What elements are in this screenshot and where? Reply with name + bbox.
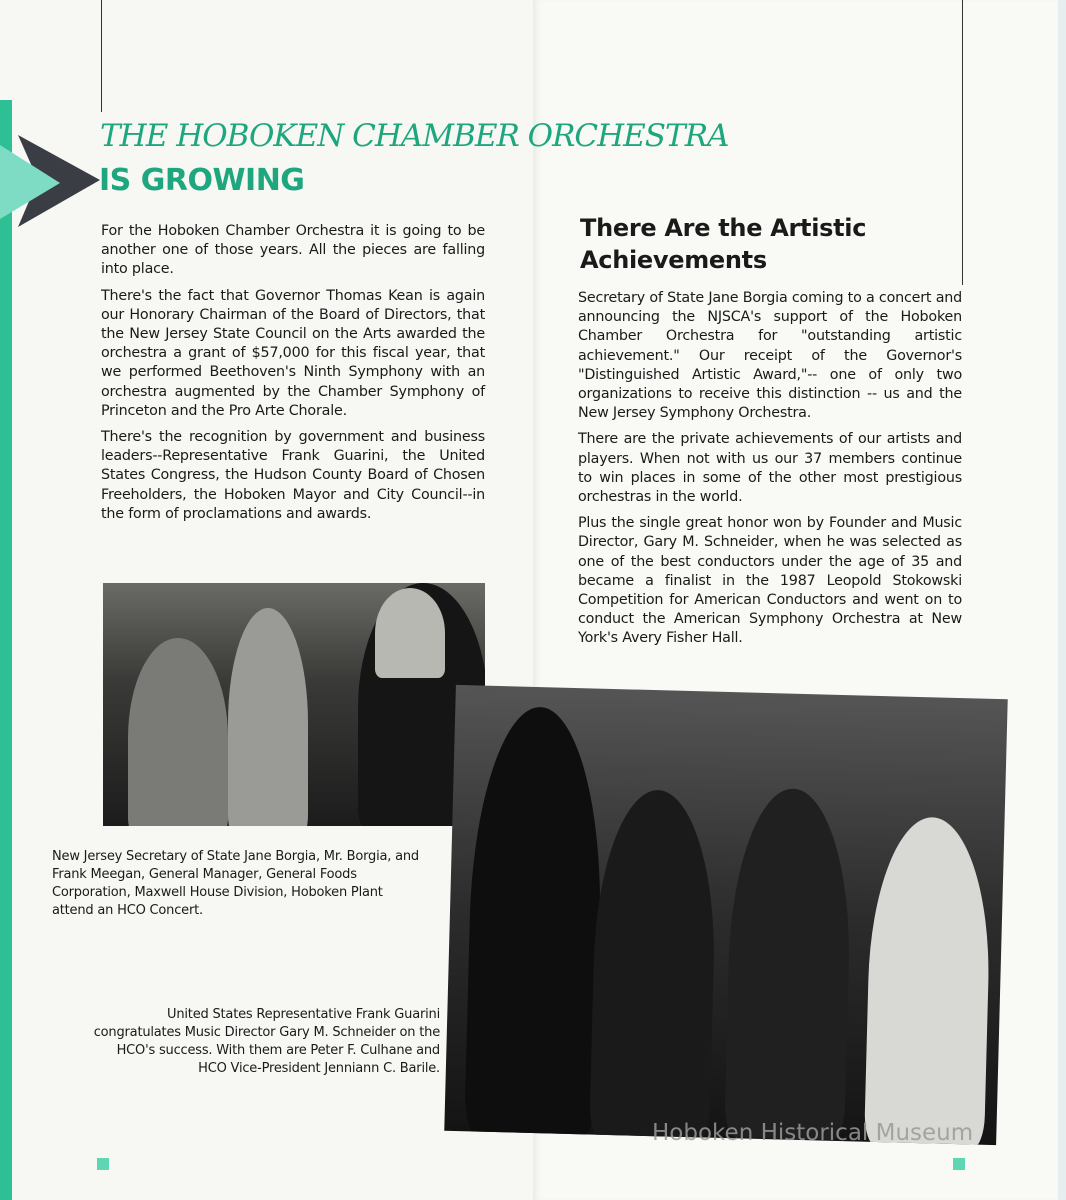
watermark: Hoboken Historical Museum <box>652 1120 974 1146</box>
teal-edge-strip <box>0 100 12 1200</box>
photo-figure <box>724 787 853 1140</box>
photo-figure <box>864 816 993 1145</box>
vertical-rule <box>101 0 102 112</box>
right-column-text <box>578 289 962 656</box>
photo-face <box>375 588 445 678</box>
title-line-2: IS GROWING <box>99 163 305 198</box>
left-column-text <box>101 222 485 531</box>
photo-figure <box>128 638 228 826</box>
photo-caption-1: New Jersey Secretary of State Jane Borgia, Mr. Borgia, and Frank Meegan, General Manager, General Foods Corporation, Maxwell House Division, Hoboken Plant attend an HCO Concert. <box>52 849 419 918</box>
corner-square <box>953 1158 965 1170</box>
arrow-chevron-icon <box>0 135 100 235</box>
title-line-1: THE HOBOKEN CHAMBER ORCHESTRA <box>100 118 729 154</box>
photo-caption-2: United States Representative Frank Guarini congratulates Music Director Gary M. Schneider on the HCO's success. With them are Peter F. Culhane and HCO Vice-President Jenniann C. Barile. <box>93 1007 440 1076</box>
paragraph: There are the private achievements of our artists and players. When not with us our 37 members continue to win places in some of the other most prestigious orchestras in the world. <box>578 431 962 506</box>
page-edge <box>1058 0 1066 1200</box>
paragraph: There's the recognition by government and business leaders--Representative Frank Guarini, the United States Congress, the Hudson County Board of Chosen Freeholders, the Hoboken Mayor and City Council--in the form of proclamations and awards. <box>101 429 485 522</box>
paragraph: Secretary of State Jane Borgia coming to a concert and announcing the NJSCA's support of the Hoboken Chamber Orchestra for "outstanding artistic achievement." Our receipt of the Governor's "Distinguished Artistic Award,"-- one of only two organizations to receive this distinction -- us and the New Jersey Symphony Orchestra. <box>578 290 962 422</box>
paragraph: Plus the single great honor won by Founder and Music Director, Gary M. Schneider, when he was selected as one of the best conductors under the age of 35 and became a finalist in the 1987 Leopold Stokowski Competition for American Conductors and went on to conduct the American Symphony Orchestra at New York's Avery Fisher Hall. <box>578 515 962 647</box>
section-heading: There Are the Artistic Achievements <box>580 214 867 274</box>
photo-guarini-schneider <box>444 685 1007 1145</box>
photo-figure <box>464 705 605 1138</box>
vertical-rule <box>962 0 963 285</box>
photo-figure <box>589 789 718 1142</box>
paragraph: There's the fact that Governor Thomas Kean is again our Honorary Chairman of the Board of Directors, that the New Jersey State Council on the Arts awarded the orchestra a grant of $57,000 for this fiscal year, that we performed Beethoven's Ninth Symphony with an orchestra augmented by the Chamber Symphony of Princeton and the Pro Arte Chorale. <box>101 287 485 419</box>
photo-borgia-meegan <box>103 583 485 826</box>
corner-square <box>97 1158 109 1170</box>
photo-figure <box>228 608 308 826</box>
paragraph: For the Hoboken Chamber Orchestra it is going to be another one of those years. All the pieces are falling into place. <box>101 223 485 278</box>
